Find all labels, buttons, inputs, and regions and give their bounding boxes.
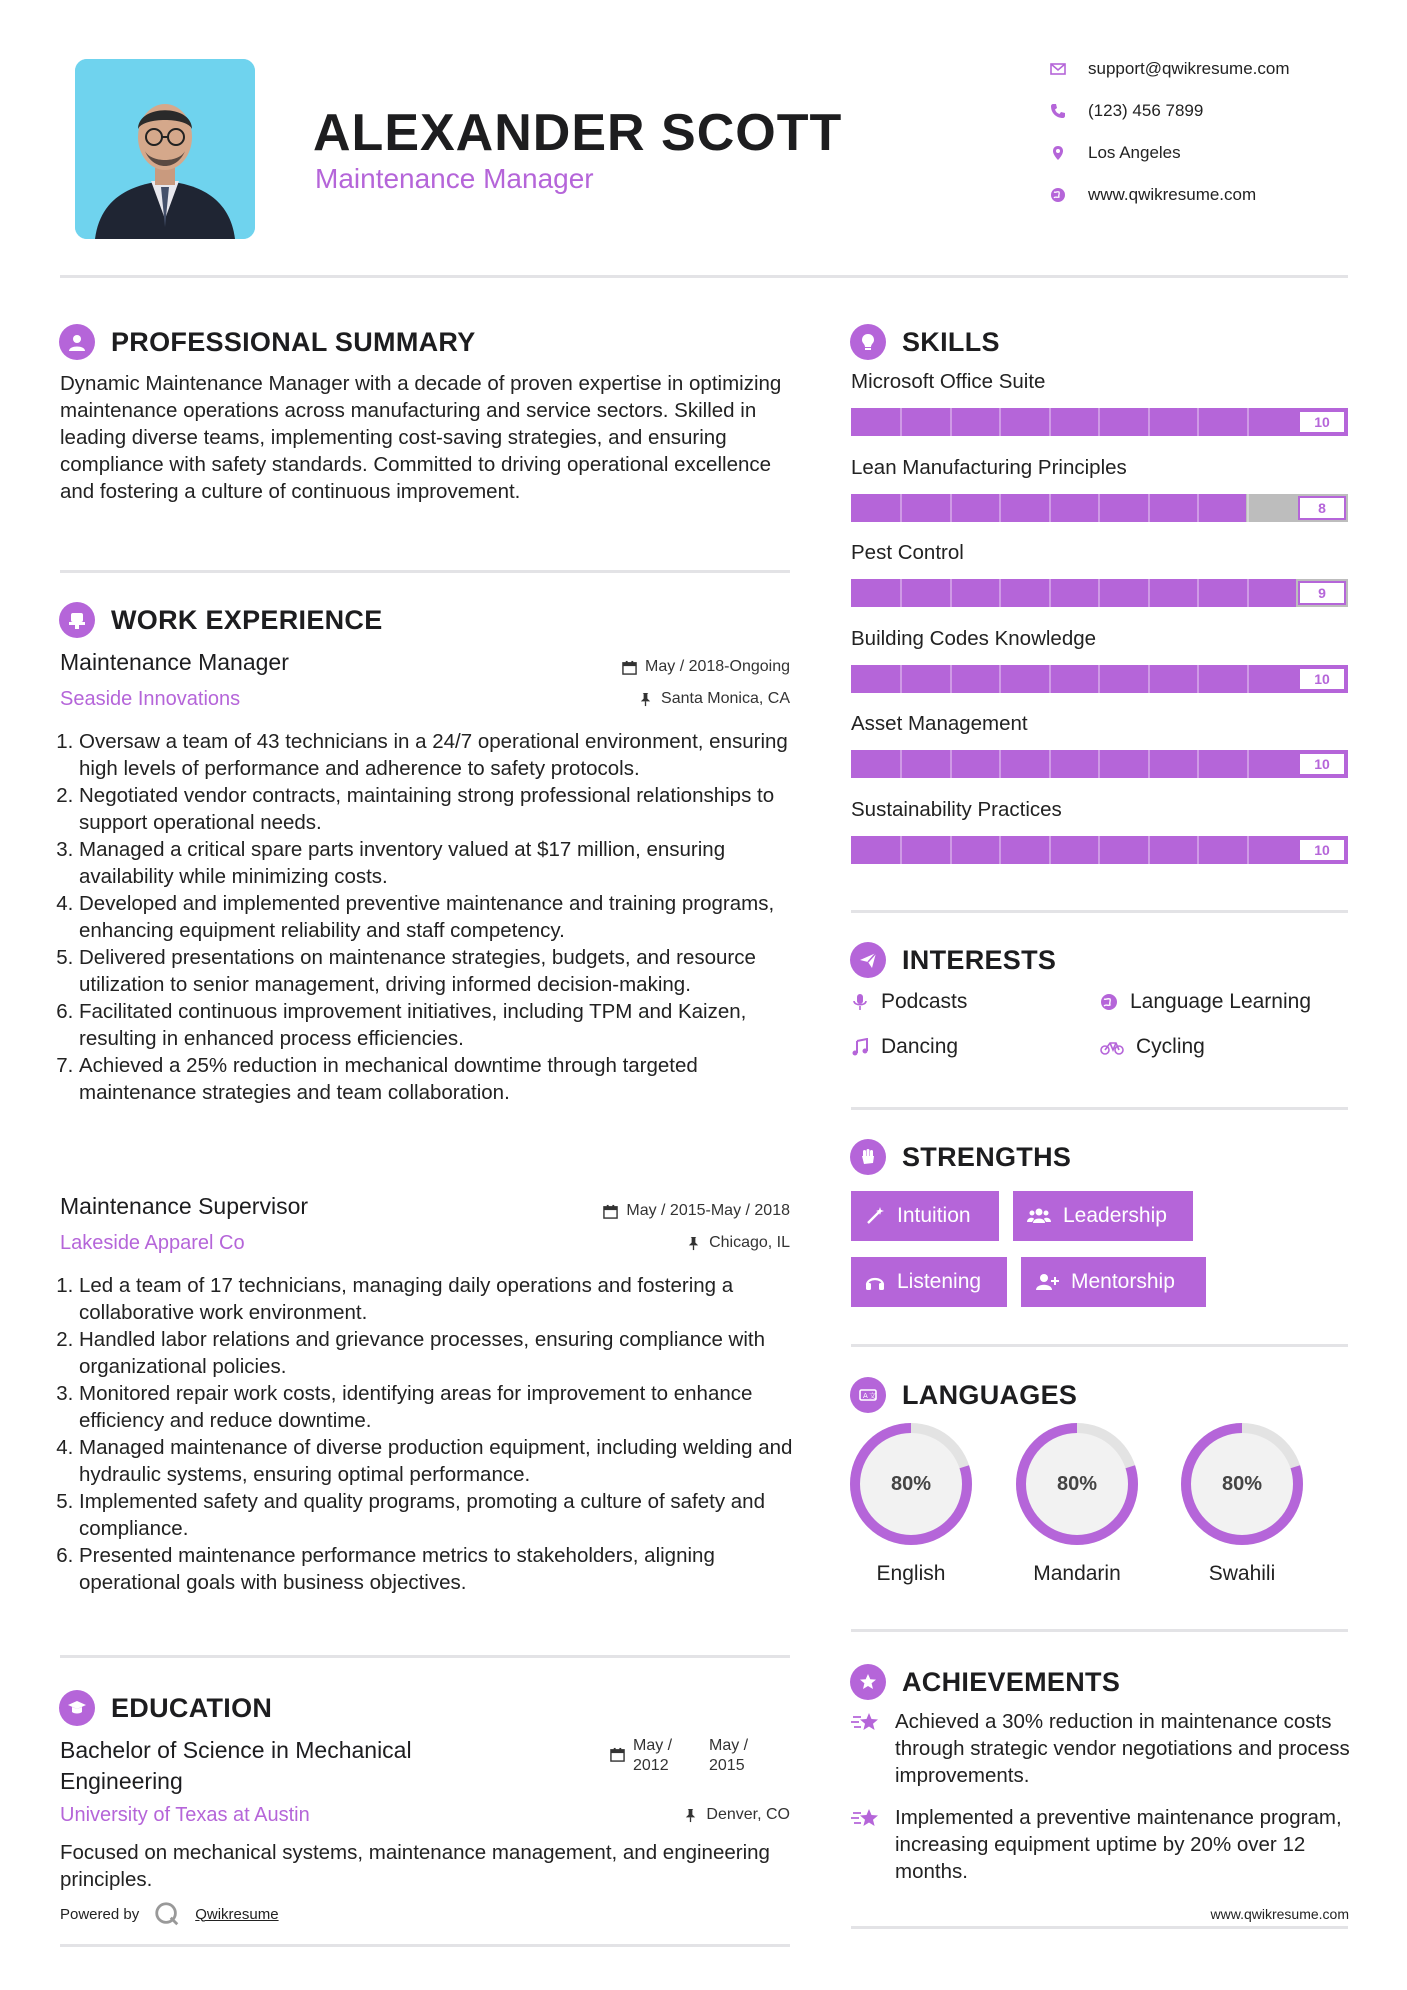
job-duties: [60, 1272, 800, 1596]
skill-segment-divider: [1098, 408, 1100, 436]
skill-score: 10: [1298, 410, 1346, 434]
skill-segment-divider: [1049, 836, 1051, 864]
skill-label: Asset Management: [851, 712, 1028, 735]
job-title: Maintenance Supervisor: [60, 1193, 309, 1219]
school-name: University of Texas at Austin: [60, 1804, 310, 1826]
strengths-header: [850, 1137, 1071, 1177]
pushpin-icon: [638, 692, 653, 707]
interest-cycling: [1100, 1035, 1205, 1059]
education-date-end: May / 2015: [709, 1737, 749, 1774]
languages-divider: [851, 1629, 1348, 1632]
skill-segment-divider: [999, 750, 1001, 778]
pushpin-icon: [686, 1236, 701, 1251]
globe-icon: [1050, 187, 1088, 203]
skill-segment-divider: [1049, 750, 1051, 778]
skill-bar: [851, 579, 1348, 607]
skill-label: Microsoft Office Suite: [851, 370, 1046, 393]
skill-segment-divider: [1247, 836, 1249, 864]
education-location-text: Denver, CO: [706, 1806, 790, 1823]
strength-label: Leadership: [1063, 1204, 1167, 1227]
interest-podcasts: [851, 990, 967, 1014]
strength-leadership: [1013, 1191, 1193, 1241]
job-date-text: May / 2015-May / 2018: [626, 1202, 790, 1219]
svg-text:A: A: [863, 1392, 868, 1400]
skill-bar: [851, 750, 1348, 778]
lightbulb-icon: [850, 324, 886, 360]
skill-segment-divider: [1049, 665, 1051, 693]
language-card-icon: [850, 1377, 886, 1413]
summary-header: [59, 322, 476, 362]
calendar-icon: [603, 1204, 618, 1219]
skill-segment-divider: [1197, 750, 1199, 778]
summary-text: Dynamic Maintenance Manager with a decade of proven expertise in optimizing maintenance operations across manufacturing and service sectors. Skilled in leading diverse teams, implementing cost-saving strategies, and ensuring compliance with safety standards. Committed to driving operational excellence and fostering a culture of continuous improvement.: [60, 372, 782, 503]
brand-link[interactable]: Qwikresume: [195, 1905, 279, 1923]
duty-item: 6. Presented maintenance performance metrics to stakeholders, aligning operational goals with business objectives.: [79, 1542, 800, 1596]
achievement-item: [851, 1708, 1351, 1789]
interests-heading: INTERESTS: [902, 944, 1057, 975]
strengths-heading: STRENGTHS: [902, 1141, 1072, 1172]
svg-text:文: 文: [869, 1392, 876, 1400]
strength-mentorship: [1021, 1257, 1206, 1307]
shooting-star-icon: [851, 1806, 883, 1834]
skill-bar-fill: [851, 579, 1296, 607]
contact-email-text: support@qwikresume.com: [1088, 59, 1290, 78]
summary-heading: PROFESSIONAL SUMMARY: [111, 326, 476, 357]
skill-segment-divider: [900, 665, 902, 693]
job-date-text: May / 2018-Ongoing: [645, 658, 790, 675]
skill-segment-divider: [1197, 494, 1199, 522]
candidate-title: Maintenance Manager: [315, 163, 594, 194]
skill-segment-divider: [950, 408, 952, 436]
strength-listening: [851, 1257, 1007, 1307]
skill-segment-divider: [1197, 836, 1199, 864]
strength-intuition: [851, 1191, 999, 1241]
skill-segment-divider: [999, 836, 1001, 864]
duty-item: 6. Facilitated continuous improvement initiatives, including TPM and Kaizen, resulting in enhanced process efficiencies.: [79, 998, 800, 1052]
skill-segment-divider: [1049, 494, 1051, 522]
skill-segment-divider: [999, 494, 1001, 522]
skill-label: Lean Manufacturing Principles: [851, 455, 1127, 479]
duty-item: 7. Achieved a 25% reduction in mechanical downtime through targeted maintenance strategies and team collaboration.: [79, 1052, 800, 1106]
job-location: [686, 1234, 790, 1252]
calendar-icon: [610, 1747, 625, 1762]
footer-website[interactable]: www.qwikresume.com: [1210, 1906, 1349, 1922]
job-location-text: Chicago, IL: [709, 1234, 790, 1251]
skill-segment-divider: [1148, 579, 1150, 607]
pushpin-icon: [683, 1808, 698, 1823]
education-header: [59, 1688, 272, 1728]
qwikresume-logo-icon: [153, 1900, 181, 1928]
fist-icon: [850, 1139, 886, 1175]
strength-label: Intuition: [897, 1204, 971, 1227]
strength-label: Listening: [897, 1270, 982, 1293]
skill-segment-divider: [1098, 836, 1100, 864]
duty-item: 3. Monitored repair work costs, identifying areas for improvement to enhance efficiency and reduce downtime.: [79, 1380, 800, 1434]
star-badge-icon: [850, 1664, 886, 1700]
language-name: Swahili: [1208, 1562, 1276, 1585]
duty-item: 1. Led a team of 17 technicians, managing daily operations and fostering a collaborative work environment.: [79, 1272, 800, 1326]
map-pin-icon: [1050, 145, 1088, 161]
duty-item: 2. Negotiated vendor contracts, maintaining strong professional relationships to support operational needs.: [79, 782, 800, 836]
interest-label: Podcasts: [881, 990, 968, 1013]
achievement-text: Implemented a preventive maintenance program, increasing equipment uptime by 20% over 12 months.: [895, 1806, 1342, 1883]
job-company: Lakeside Apparel Co: [60, 1232, 245, 1254]
language-name: English: [876, 1562, 946, 1585]
profile-photo: [75, 59, 255, 239]
summary-divider: [60, 570, 790, 573]
skill-segment-divider: [900, 579, 902, 607]
powered-by: [60, 1900, 279, 1928]
languages-header: [850, 1375, 1077, 1415]
skill-segment-divider: [900, 408, 902, 436]
shooting-star-icon: [851, 1710, 883, 1738]
job-location: [638, 690, 790, 708]
skill-segment-divider: [1148, 494, 1150, 522]
skill-segment-divider: [1098, 750, 1100, 778]
duty-item: 1. Oversaw a team of 43 technicians in a 24/7 operational environment, ensuring high levels of performance and adherence to safety protocols.: [79, 728, 800, 782]
skill-score: 8: [1298, 496, 1346, 520]
achievements-heading: ACHIEVEMENTS: [902, 1666, 1121, 1697]
duty-item: 5. Delivered presentations on maintenance strategies, budgets, and resource utilization to senior management, driving informed decision-making.: [79, 944, 800, 998]
skill-segment-divider: [900, 494, 902, 522]
skill-segment-divider: [999, 408, 1001, 436]
skill-segment-divider: [1049, 408, 1051, 436]
interests-header: [850, 940, 1056, 980]
skill-segment-divider: [1098, 579, 1100, 607]
magic-wand-icon: [865, 1206, 885, 1226]
contact-location: [1050, 138, 1181, 168]
skill-segment-divider: [900, 836, 902, 864]
briefcase-icon: [59, 602, 95, 638]
language-ring: [1180, 1422, 1304, 1546]
skill-segment-divider: [1148, 408, 1150, 436]
envelope-icon: [1050, 61, 1088, 77]
contact-email[interactable]: [1050, 54, 1290, 84]
skill-segment-divider: [1098, 494, 1100, 522]
strength-label: Mentorship: [1071, 1270, 1175, 1293]
user-icon: [59, 324, 95, 360]
skill-score: 10: [1298, 752, 1346, 776]
footer-divider-right: [851, 1926, 1348, 1929]
education-date-start: May / 2012: [633, 1737, 673, 1774]
experience-heading: WORK EXPERIENCE: [111, 604, 383, 635]
strengths-divider: [851, 1344, 1348, 1347]
skills-header: [850, 322, 1000, 362]
skill-bar: [851, 836, 1348, 864]
skill-label: Sustainability Practices: [851, 797, 1062, 821]
achievements-header: [850, 1662, 1120, 1702]
contact-website-text: www.qwikresume.com: [1088, 185, 1257, 204]
skill-score: 9: [1298, 581, 1346, 605]
interest-label: Dancing: [881, 1035, 959, 1058]
interest-language-learning: [1100, 990, 1311, 1014]
language-item: [1177, 1422, 1307, 1586]
paper-plane-icon: [850, 942, 886, 978]
skill-segment-divider: [950, 579, 952, 607]
job-company: Seaside Innovations: [60, 688, 241, 710]
skill-segment-divider: [950, 750, 952, 778]
skill-segment-divider: [1148, 836, 1150, 864]
skill-segment-divider: [950, 494, 952, 522]
skill-score: 10: [1298, 667, 1346, 691]
achievement-text: Achieved a 30% reduction in maintenance costs through strategic vendor negotiations and process improvements.: [895, 1710, 1350, 1787]
language-percent: 80%: [1056, 1472, 1098, 1495]
skill-label: Building Codes Knowledge: [851, 626, 1097, 650]
language-name: Mandarin: [1033, 1562, 1121, 1585]
candidate-name: ALEXANDER SCOTT: [313, 104, 843, 162]
skill-segment-divider: [1148, 665, 1150, 693]
microphone-icon: [851, 993, 869, 1011]
education-description: Focused on mechanical systems, maintenance management, and engineering principles.: [60, 1841, 770, 1891]
language-ring: [849, 1422, 973, 1546]
skill-label: Pest Control: [851, 541, 964, 564]
skill-segment-divider: [1247, 494, 1249, 522]
job-date: [622, 658, 790, 676]
duty-item: 4. Developed and implemented preventive maintenance and training programs, enhancing equipment reliability and staff competency.: [79, 890, 800, 944]
calendar-icon: [622, 660, 637, 675]
interest-label: Language Learning: [1130, 990, 1312, 1013]
degree-title: Bachelor of Science in Mechanical Engineering: [60, 1737, 412, 1794]
skill-segment-divider: [1247, 408, 1249, 436]
job-date: [603, 1202, 790, 1220]
skills-divider: [851, 910, 1348, 913]
contact-website[interactable]: [1050, 180, 1256, 210]
graduation-cap-icon: [59, 1690, 95, 1726]
skill-segment-divider: [999, 579, 1001, 607]
contact-location-text: Los Angeles: [1088, 143, 1181, 162]
skill-segment-divider: [1049, 579, 1051, 607]
experience-divider: [60, 1655, 790, 1658]
music-icon: [851, 1038, 869, 1056]
powered-by-label: Powered by: [60, 1905, 140, 1923]
job-duties: [60, 728, 800, 1106]
duty-item: 2. Handled labor relations and grievance processes, ensuring compliance with organizational policies.: [79, 1326, 800, 1380]
skill-segment-divider: [950, 836, 952, 864]
footer-divider-left: [60, 1944, 790, 1947]
language-item: [1012, 1422, 1142, 1586]
skill-segment-divider: [1148, 750, 1150, 778]
interests-divider: [851, 1107, 1348, 1110]
skill-segment-divider: [950, 665, 952, 693]
skills-heading: SKILLS: [902, 326, 1000, 357]
contact-phone[interactable]: [1050, 96, 1203, 126]
experience-header: [59, 600, 383, 640]
skill-segment-divider: [1197, 665, 1199, 693]
language-percent: 80%: [890, 1472, 932, 1495]
duty-item: 3. Managed a critical spare parts inventory valued at $17 million, ensuring availability while minimizing costs.: [79, 836, 800, 890]
languages-heading: LANGUAGES: [902, 1379, 1078, 1410]
skill-segment-divider: [999, 665, 1001, 693]
skill-bar: [851, 408, 1348, 436]
interest-label: Cycling: [1136, 1035, 1205, 1058]
skill-segment-divider: [1247, 579, 1249, 607]
skill-segment-divider: [1098, 665, 1100, 693]
user-plus-icon: [1035, 1272, 1059, 1292]
skill-segment-divider: [1247, 750, 1249, 778]
headphones-icon: [865, 1272, 885, 1292]
skill-segment-divider: [1197, 408, 1199, 436]
education-heading: EDUCATION: [111, 1692, 273, 1723]
phone-icon: [1050, 103, 1088, 119]
skill-segment-divider: [1197, 579, 1199, 607]
achievement-item: [851, 1804, 1351, 1885]
education-location: [683, 1806, 790, 1824]
language-percent: 80%: [1221, 1472, 1263, 1495]
job-location-text: Santa Monica, CA: [661, 690, 790, 707]
interest-dancing: [851, 1035, 958, 1059]
globe-icon: [1100, 993, 1118, 1011]
duty-item: 5. Implemented safety and quality programs, promoting a culture of safety and compliance.: [79, 1488, 800, 1542]
bicycle-icon: [1100, 1038, 1124, 1056]
skill-bar: [851, 494, 1348, 522]
language-item: [846, 1422, 976, 1586]
skill-score: 10: [1298, 838, 1346, 862]
education-dates: [610, 1736, 755, 1776]
language-ring: [1015, 1422, 1139, 1546]
job-title: Maintenance Manager: [60, 649, 289, 675]
skill-bar: [851, 665, 1348, 693]
contact-phone-text: (123) 456 7899: [1088, 101, 1204, 120]
header-divider: [60, 275, 1348, 278]
skill-segment-divider: [900, 750, 902, 778]
skill-segment-divider: [1247, 665, 1249, 693]
duty-item: 4. Managed maintenance of diverse production equipment, including welding and hydraulic systems, ensuring optimal performance.: [79, 1434, 800, 1488]
users-icon: [1027, 1206, 1051, 1226]
